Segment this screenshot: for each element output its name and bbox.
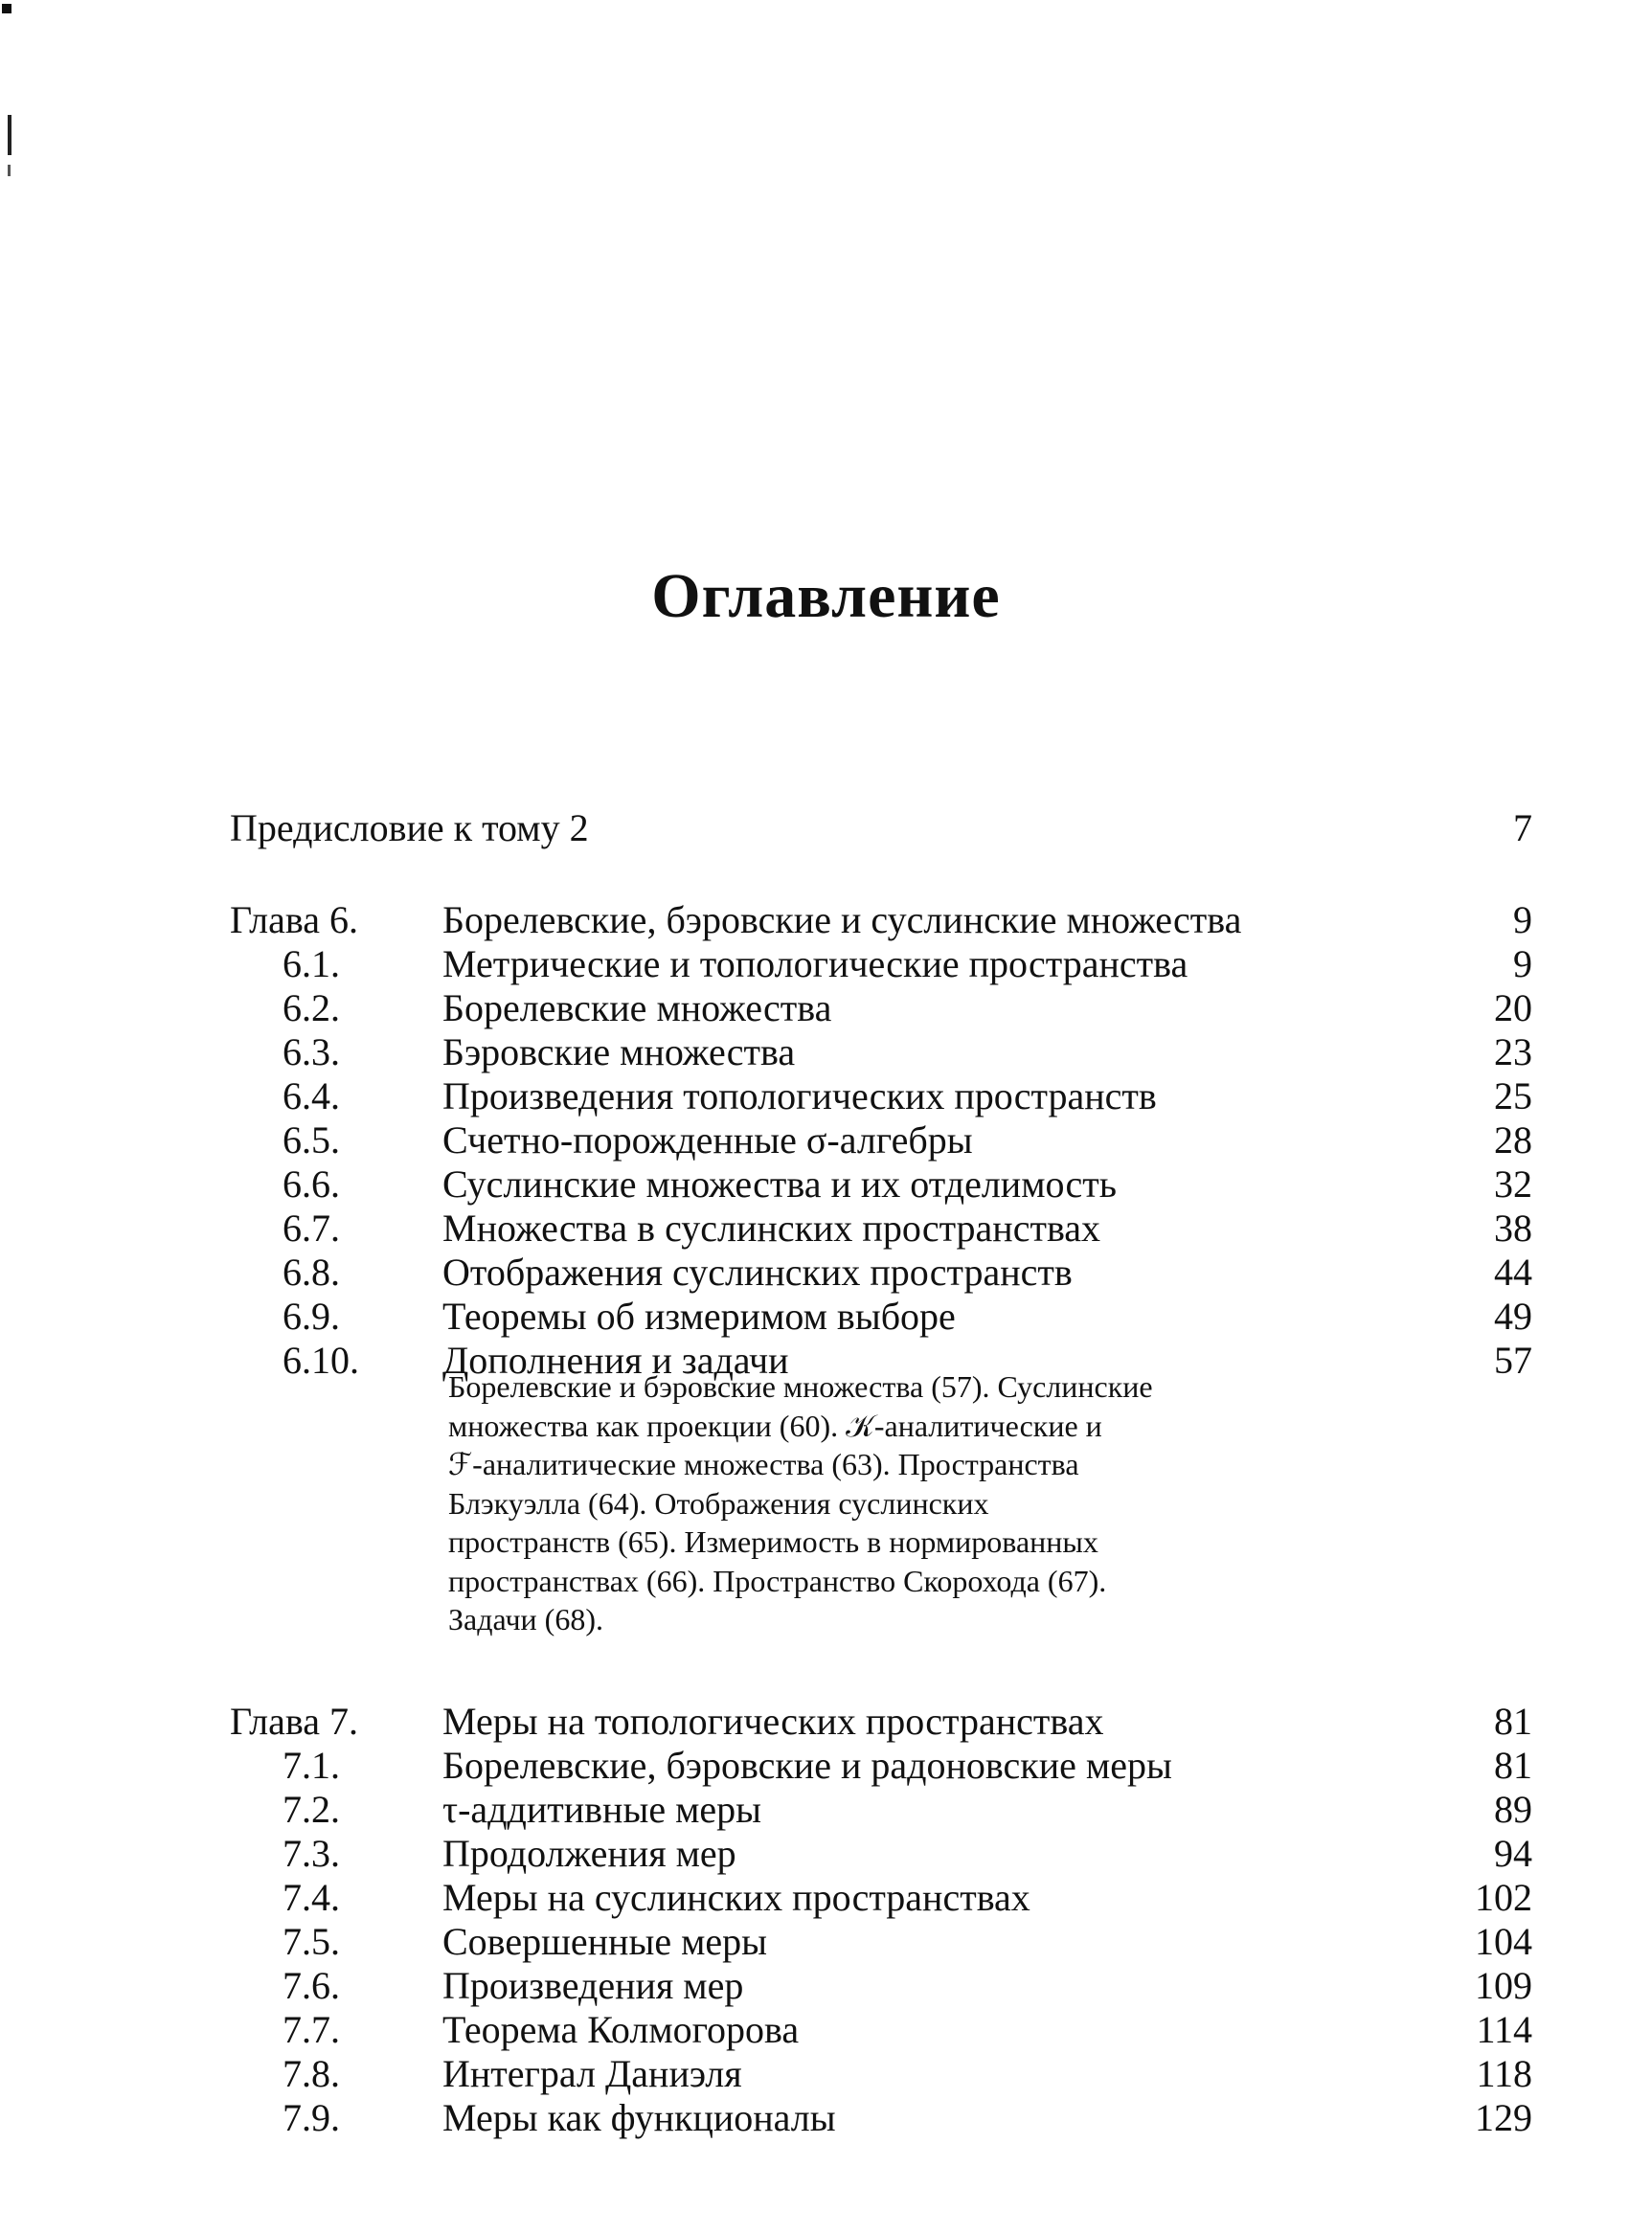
- toc-section-page: 57: [1494, 1339, 1532, 1382]
- toc-section-number: 7.5.: [283, 1920, 340, 1963]
- toc-section-label: Произведения топологических пространств: [442, 1074, 1157, 1117]
- toc-section-page: 23: [1494, 1030, 1532, 1073]
- scan-artifact: [2, 4, 11, 13]
- toc-chapter-6[interactable]: [230, 898, 1532, 942]
- toc-section-page: 32: [1494, 1162, 1532, 1206]
- toc-section-number: 7.4.: [283, 1876, 340, 1919]
- toc-section-page: 20: [1494, 986, 1532, 1029]
- toc-chapter-page: 9: [1513, 898, 1532, 941]
- toc-section-number: 6.1.: [283, 942, 340, 985]
- toc-section[interactable]: [230, 2008, 1532, 2052]
- toc-section[interactable]: [230, 1030, 1532, 1074]
- toc-section-number: 7.7.: [283, 2008, 340, 2051]
- subtopic-line: пространствах (66). Пространство Скорохода (67).: [448, 1563, 1107, 1598]
- toc-section[interactable]: [230, 1207, 1532, 1251]
- toc-section-label: Борелевские, бэровские и радоновские меры: [442, 1744, 1172, 1787]
- toc-section-page: 28: [1494, 1118, 1532, 1162]
- subtopic-line: ℱ-аналитические множества (63). Пространства: [448, 1447, 1079, 1481]
- toc-subtopics: [448, 1367, 1387, 1639]
- toc-entry-preface[interactable]: [230, 806, 1532, 850]
- toc-section-number: 7.6.: [283, 1964, 340, 2007]
- toc-section-number: 6.2.: [283, 986, 340, 1029]
- toc-section[interactable]: [230, 1162, 1532, 1207]
- toc-section[interactable]: [230, 1074, 1532, 1118]
- toc-chapter-7[interactable]: [230, 1700, 1532, 1744]
- toc-section-number: 6.3.: [283, 1030, 340, 1073]
- toc-section-label: Теорема Колмогорова: [442, 2008, 800, 2051]
- toc-section-number: 7.2.: [283, 1788, 340, 1831]
- toc-section-page: 25: [1494, 1074, 1532, 1117]
- toc-section-label: Произведения мер: [442, 1964, 744, 2007]
- toc-section-label: Отображения суслинских пространств: [442, 1251, 1073, 1294]
- toc-section[interactable]: [230, 1920, 1532, 1964]
- toc-section[interactable]: [230, 2052, 1532, 2096]
- toc-section-page: 118: [1476, 2052, 1532, 2095]
- toc-section-number: 6.7.: [283, 1207, 340, 1250]
- toc-section-label: Совершенные меры: [442, 1920, 768, 1963]
- subtopic-line: пространств (65). Измеримость в нормированных: [448, 1524, 1098, 1559]
- toc-section-page: 49: [1494, 1295, 1532, 1338]
- toc-section-label: Борелевские множества: [442, 986, 832, 1029]
- toc-entry-label: Предисловие к тому 2: [230, 806, 589, 849]
- toc-chapter-label: Меры на топологических пространствах: [442, 1700, 1104, 1743]
- toc-section-label: Дополнения и задачи: [442, 1339, 789, 1382]
- toc-section-label: Бэровские множества: [442, 1030, 796, 1073]
- toc-section-number: 7.3.: [283, 1832, 340, 1875]
- toc-entry-page: 7: [1513, 806, 1532, 849]
- toc-section-page: 38: [1494, 1207, 1532, 1250]
- toc-section-page: 94: [1494, 1832, 1532, 1875]
- toc-section[interactable]: [230, 1832, 1532, 1876]
- toc-section-number: 6.10.: [283, 1339, 359, 1382]
- scan-artifact: [8, 115, 11, 155]
- toc-section-number: 6.6.: [283, 1162, 340, 1206]
- toc-section[interactable]: [230, 1251, 1532, 1295]
- toc-section[interactable]: [230, 942, 1532, 986]
- toc-section[interactable]: [230, 1788, 1532, 1832]
- toc-section-number: 6.9.: [283, 1295, 340, 1338]
- toc-section[interactable]: [230, 1964, 1532, 2008]
- subtopic-line: Борелевские и бэровские множества (57). Суслинские: [448, 1369, 1153, 1404]
- toc-section-page: 104: [1475, 1920, 1532, 1963]
- toc-section-page: 129: [1475, 2096, 1532, 2139]
- toc-section-label: Метрические и топологические пространства: [442, 942, 1188, 985]
- page-title: Оглавление: [651, 561, 1001, 631]
- toc-section-label: Множества в суслинских пространствах: [442, 1207, 1101, 1250]
- toc-section-number: 6.4.: [283, 1074, 340, 1117]
- toc-section[interactable]: [230, 1295, 1532, 1339]
- toc-section-label: Меры как функционалы: [442, 2096, 836, 2139]
- toc-section-page: 109: [1475, 1964, 1532, 2007]
- toc-section-number: 6.8.: [283, 1251, 340, 1294]
- toc-section-page: 102: [1475, 1876, 1532, 1919]
- toc-section-label: Теоремы об измеримом выборе: [442, 1295, 956, 1338]
- toc-chapter-number: Глава 6.: [230, 898, 358, 941]
- toc-section-page: 44: [1494, 1251, 1532, 1294]
- toc-section-page: 81: [1494, 1744, 1532, 1787]
- toc-section-page: 114: [1476, 2008, 1532, 2051]
- toc-section-number: 6.5.: [283, 1118, 340, 1162]
- toc-section[interactable]: [230, 2096, 1532, 2140]
- toc-section[interactable]: [230, 986, 1532, 1030]
- toc-section-label: τ-аддитивные меры: [442, 1788, 762, 1831]
- toc-section[interactable]: [230, 1744, 1532, 1788]
- toc-section-label: Интеграл Даниэля: [442, 2052, 742, 2095]
- toc-chapter-number: Глава 7.: [230, 1700, 358, 1743]
- toc-section-number: 7.9.: [283, 2096, 340, 2139]
- subtopic-line: Задачи (68).: [448, 1602, 603, 1636]
- toc-section-label: Счетно-порожденные σ-алгебры: [442, 1118, 973, 1162]
- toc-section[interactable]: [230, 1118, 1532, 1162]
- toc-section-number: 7.1.: [283, 1744, 340, 1787]
- toc-chapter-label: Борелевские, бэровские и суслинские множества: [442, 898, 1242, 941]
- subtopic-line: множества как проекции (60). 𝒦-аналитические и: [448, 1408, 1102, 1443]
- toc-section-page: 89: [1494, 1788, 1532, 1831]
- toc-section[interactable]: [230, 1876, 1532, 1920]
- scan-artifact: [8, 165, 11, 176]
- toc-section-label: Суслинские множества и их отделимость: [442, 1162, 1117, 1206]
- toc-chapter-page: 81: [1494, 1700, 1532, 1743]
- toc-section-label: Продолжения мер: [442, 1832, 736, 1875]
- toc-section-page: 9: [1513, 942, 1532, 985]
- toc-section-number: 7.8.: [283, 2052, 340, 2095]
- toc-section-label: Меры на суслинских пространствах: [442, 1876, 1030, 1919]
- subtopic-line: Блэкуэлла (64). Отображения суслинских: [448, 1485, 989, 1521]
